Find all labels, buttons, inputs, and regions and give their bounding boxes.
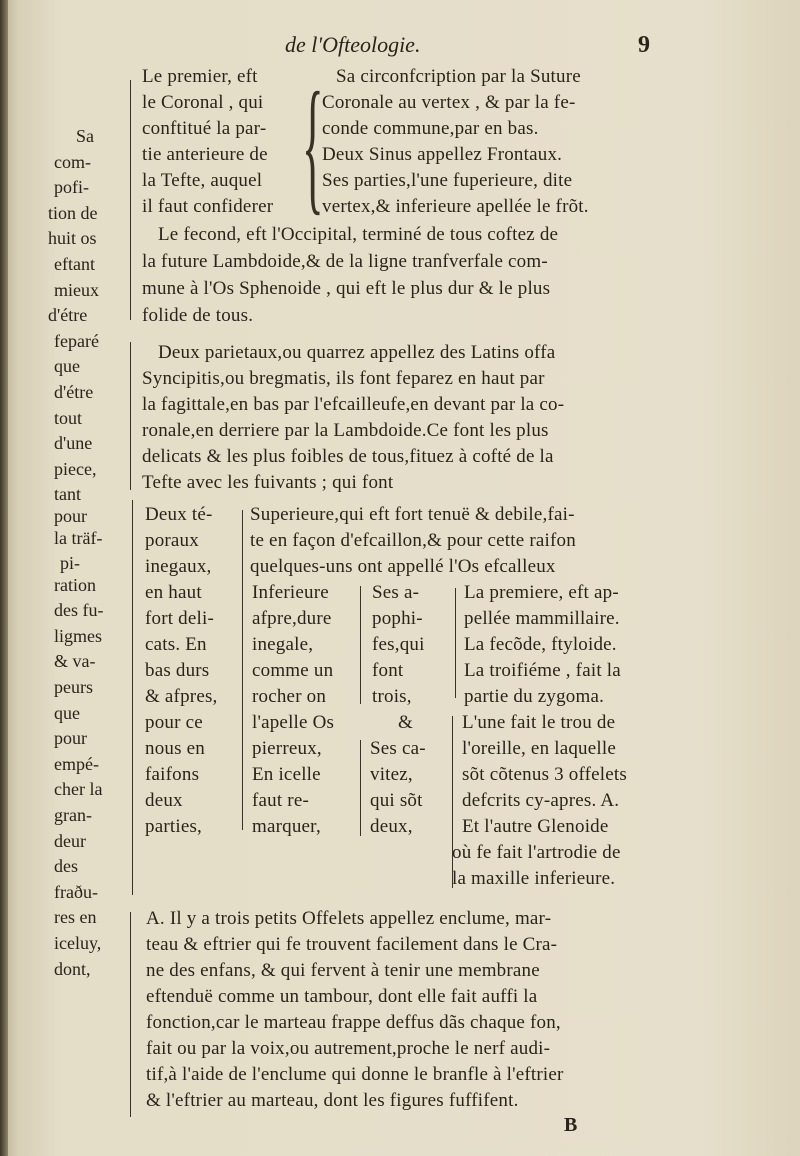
margin-line: tant xyxy=(54,484,81,505)
text-line: où fe fait l'artrodie de xyxy=(452,842,621,863)
text-line: marquer, xyxy=(252,816,321,837)
text-line: La fecõde, ftyloide. xyxy=(464,634,617,655)
text-line: ronale,en derriere par la Lambdoide.Ce font les plus xyxy=(142,420,549,441)
text-line: pour ce xyxy=(145,712,203,733)
brace-line xyxy=(130,912,131,1117)
text-line: l'oreille, en laquelle xyxy=(462,738,616,759)
margin-line: com- xyxy=(54,151,91,172)
text-line: Deux té- xyxy=(145,504,213,525)
text-line: mune à l'Os Sphenoide , qui eft le plus dur & le plus xyxy=(142,278,551,299)
text-line: l'apelle Os xyxy=(252,712,335,733)
margin-line: d'une xyxy=(54,433,93,454)
text-line: fonction,car le marteau frappe deffus dãs chaque fon, xyxy=(146,1012,561,1033)
text-line: deux xyxy=(145,790,183,811)
text-line: il faut confiderer xyxy=(142,196,274,217)
signature-mark: B xyxy=(564,1114,578,1136)
text-line: Ses parties,l'une fuperieure, dite xyxy=(322,170,573,191)
margin-line: d'étre xyxy=(54,381,94,402)
text-line: Inferieure xyxy=(252,582,329,603)
text-line: vitez, xyxy=(370,764,413,785)
text-line: le Coronal , qui xyxy=(142,92,264,113)
text-line: cats. En xyxy=(145,634,207,655)
text-line: rocher on xyxy=(252,686,327,707)
text-line: tif,à l'aide de l'enclume qui donne le branfle à l'eftrier xyxy=(146,1064,564,1085)
text-line: delicats & les plus foibles de tous,fituez à cofté de la xyxy=(142,446,554,467)
margin-line: piece, xyxy=(54,458,97,479)
brace-line xyxy=(360,586,361,704)
text-line: A. Il y a trois petits Offelets appellez enclume, mar- xyxy=(146,908,552,929)
brace: { xyxy=(302,62,324,228)
brace-line xyxy=(455,588,456,698)
text-line: Sa circonfcription par la Suture xyxy=(336,66,581,87)
margin-line: huit os xyxy=(48,228,97,249)
margin-line: & va- xyxy=(54,651,96,672)
text-line: Deux Sinus appellez Frontaux. xyxy=(322,144,563,165)
text-line: comme un xyxy=(252,660,334,681)
text-line: bas durs xyxy=(145,660,210,681)
text-line: tie anterieure de xyxy=(142,144,268,165)
text-line: la fagittale,en bas par l'efcailleufe,en devant par la co- xyxy=(142,394,565,415)
margin-line: pour xyxy=(54,728,87,749)
text-line: la future Lambdoide,& de la ligne tranfverfale com- xyxy=(142,251,548,272)
margin-line: dont, xyxy=(54,958,91,979)
margin-line: cher la xyxy=(54,779,103,800)
brace-line xyxy=(242,510,243,830)
margin-line: fraðu- xyxy=(54,881,98,902)
text-line: teau & eftrier qui fe trouvent facilement dans le Cra- xyxy=(146,934,558,955)
text-line: font xyxy=(372,660,404,681)
margin-line: tion de xyxy=(48,202,98,223)
text-line: deux, xyxy=(370,816,413,837)
text-line: qui sõt xyxy=(370,790,423,811)
text-line: conftitué la par- xyxy=(142,118,267,139)
text-line: la maxille inferieure. xyxy=(452,868,616,889)
margin-line: pour xyxy=(54,505,87,526)
text-line: & xyxy=(398,712,413,733)
text-line: & l'eftrier au marteau, dont les figures fuffifent. xyxy=(146,1090,519,1111)
text-line: defcrits cy-apres. A. xyxy=(462,790,620,811)
running-title: de l'Ofteologie. xyxy=(285,32,421,57)
text-line: inegaux, xyxy=(145,556,212,577)
text-line: en haut xyxy=(145,582,202,603)
margin-line: eftant xyxy=(54,253,95,274)
text-line: folide de tous. xyxy=(142,305,254,326)
text-line: pellée mammillaire. xyxy=(464,608,620,629)
text-line: vertex,& inferieure apellée le frõt. xyxy=(322,196,589,217)
text-line: fort deli- xyxy=(145,608,215,629)
margin-line: mieux xyxy=(54,279,99,300)
margin-line: gran- xyxy=(54,805,92,826)
margin-line: res en xyxy=(54,907,97,928)
text-line: partie du zygoma. xyxy=(464,686,605,707)
text-line: la Tefte, auquel xyxy=(142,170,263,191)
text-line: te en façon d'efcaillon,& pour cette raifon xyxy=(250,530,576,551)
text-line: faut re- xyxy=(252,790,309,811)
text-line: Ses a- xyxy=(372,582,420,603)
margin-line: tout xyxy=(54,407,83,428)
text-line: poraux xyxy=(145,530,199,551)
text-line: parties, xyxy=(145,816,202,837)
text-line: eftenduë comme un tambour, dont elle fait auffi la xyxy=(146,986,538,1007)
margin-line: peurs xyxy=(54,677,93,698)
text-line: & afpres, xyxy=(145,686,218,707)
margin-line: ligmes xyxy=(54,625,102,646)
brace-line xyxy=(360,740,361,836)
margin-line: pofi- xyxy=(54,177,89,198)
brace-line xyxy=(130,342,131,490)
margin-line: Sa xyxy=(76,126,94,146)
text-line: Deux parietaux,ou quarrez appellez des Latins offa xyxy=(158,342,556,363)
text-line: En icelle xyxy=(252,764,321,785)
text-line: Ses ca- xyxy=(370,738,426,759)
text-line: trois, xyxy=(372,686,412,707)
text-line: Le premier, eft xyxy=(142,66,258,87)
text-line: La troifiéme , fait la xyxy=(464,660,621,681)
text-line: Et l'autre Glenoide xyxy=(462,816,609,837)
text-line: conde commune,par en bas. xyxy=(322,118,539,139)
margin-line: des fu- xyxy=(54,600,104,621)
margin-line: ration xyxy=(54,574,96,595)
text-line: Le fecond, eft l'Occipital, terminé de tous coftez de xyxy=(158,224,559,245)
text-line: sõt cõtenus 3 offelets xyxy=(462,764,627,785)
text-line: fes,qui xyxy=(372,634,425,655)
text-line: pophi- xyxy=(372,608,423,629)
margin-line: empé- xyxy=(54,753,99,774)
text-line: fait ou par la voix,ou autrement,proche le nerf audi- xyxy=(146,1038,551,1059)
text-line: faifons xyxy=(145,764,200,785)
margin-note xyxy=(48,124,134,982)
brace-line xyxy=(130,80,131,320)
text-line: quelques-uns ont appellé l'Os efcalleux xyxy=(250,556,556,577)
margin-line: la träf- xyxy=(54,527,103,548)
margin-line: d'étre xyxy=(48,305,88,326)
text-line: L'une fait le trou de xyxy=(462,712,616,733)
text-line: pierreux, xyxy=(252,738,322,759)
margin-line: pi- xyxy=(60,553,80,574)
margin-line: iceluy, xyxy=(54,933,102,953)
text-line: afpre,dure xyxy=(252,608,332,629)
text-line: ne des enfans, & qui fervent à tenir une membrane xyxy=(146,960,540,981)
page-number: 9 xyxy=(638,32,650,58)
margin-line: deur xyxy=(54,830,86,851)
text-line: Tefte avec les fuivants ; qui font xyxy=(142,472,394,493)
text-line: Syncipitis,ou bregmatis, ils font feparez en haut par xyxy=(142,368,545,389)
margin-line: feparé xyxy=(54,330,99,351)
margin-line: que xyxy=(54,702,80,723)
text-line: Superieure,qui eft fort tenuë & debile,fai- xyxy=(250,504,575,525)
brace-line xyxy=(132,500,133,895)
text-line: Coronale au vertex , & par la fe- xyxy=(322,92,576,113)
margin-line: des xyxy=(54,856,78,877)
text-line: inegale, xyxy=(252,634,314,655)
text-line: nous en xyxy=(145,738,205,759)
text-line: La premiere, eft ap- xyxy=(464,582,619,603)
margin-line: que xyxy=(54,356,80,377)
